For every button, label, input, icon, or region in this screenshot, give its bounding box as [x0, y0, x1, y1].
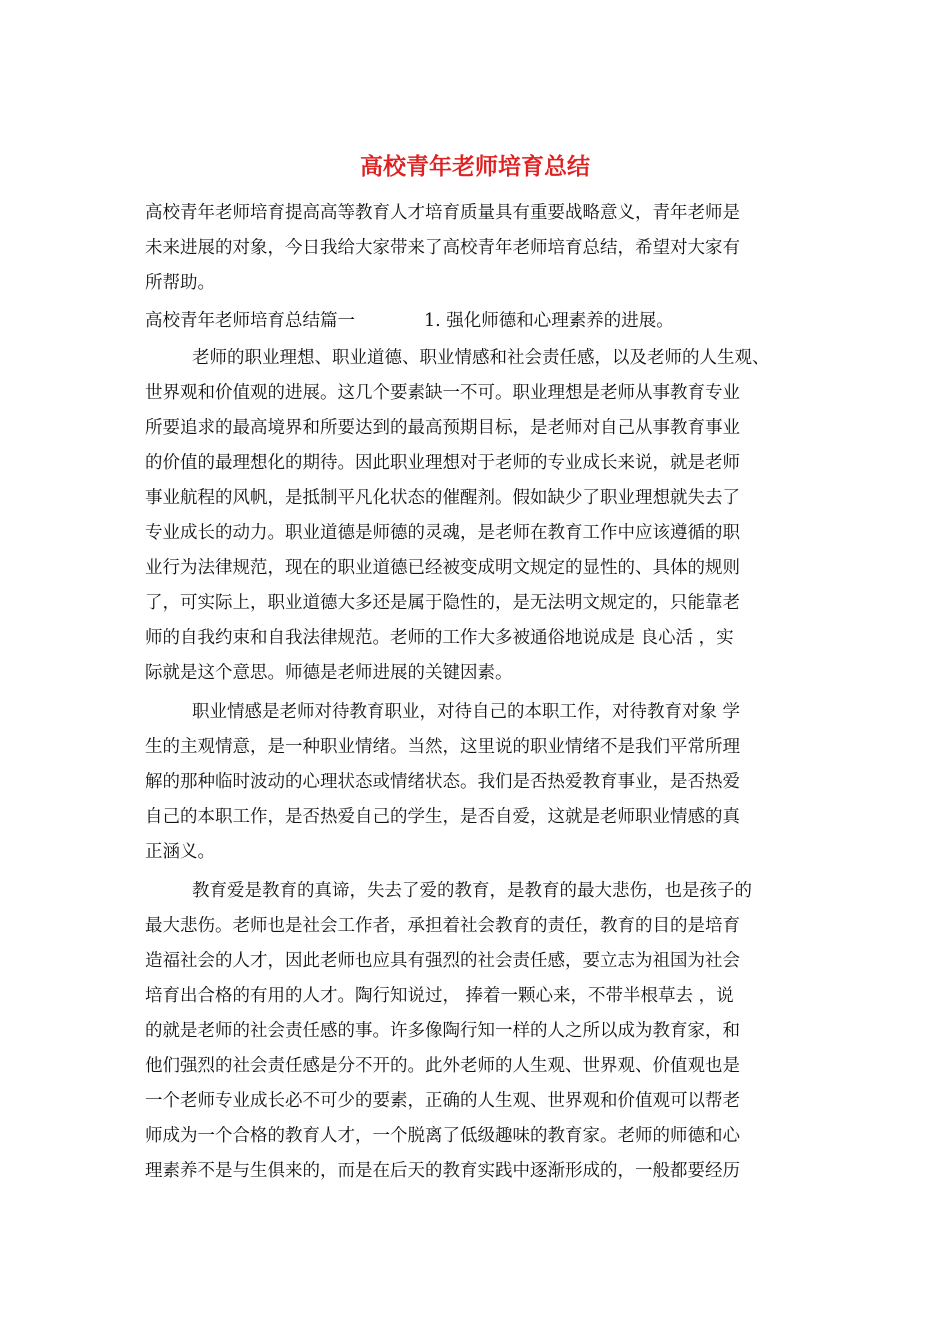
paragraph-line: 造福社会的人才，因此老师也应具有强烈的社会责任感，要立志为祖国为社会	[145, 951, 740, 971]
intro-line: 高校青年老师培育提高高等教育人才培育质量具有重要战略意义，青年老师是	[145, 203, 740, 223]
section-heading: 高校青年老师培育总结篇一	[145, 311, 355, 331]
paragraph-line: 自己的本职工作，是否热爱自己的学生，是否自爱，这就是老师职业情感的真	[145, 807, 740, 827]
paragraph-line: 老师的职业理想、职业道德、职业情感和社会责任感，以及老师的人生观、	[192, 348, 770, 368]
paragraph-line: 的就是老师的社会责任感的事。许多像陶行知一样的人之所以成为教育家，和	[145, 1021, 740, 1041]
paragraph-line: 理素养不是与生俱来的，而是在后天的教育实践中逐渐形成的，一般都要经历	[145, 1161, 740, 1181]
intro-line: 所帮助。	[145, 273, 215, 293]
paragraph-line: 师成为一个合格的教育人才，一个脱离了低级趣味的教育家。老师的师德和心	[145, 1126, 740, 1146]
paragraph-line: 师的自我约束和自我法律规范。老师的工作大多被通俗地说成是 良心活 ，实	[145, 628, 734, 648]
intro-line: 未来进展的对象，今日我给大家带来了高校青年老师培育总结，希望对大家有	[145, 238, 740, 258]
paragraph-line: 生的主观情意，是一种职业情绪。当然，这里说的职业情绪不是我们平常所理	[145, 737, 740, 757]
paragraph-line: 的价值的最理想化的期待。因此职业理想对于老师的专业成长来说，就是老师	[145, 453, 740, 473]
paragraph-line: 教育爱是教育的真谛，失去了爱的教育，是教育的最大悲伤，也是孩子的	[192, 881, 752, 901]
paragraph-line: 最大悲伤。老师也是社会工作者，承担着社会教育的责任，教育的目的是培育	[145, 916, 740, 936]
paragraph-line: 职业情感是老师对待教育职业，对待自己的本职工作，对待教育对象 学	[192, 702, 741, 722]
paragraph-line: 业行为法律规范，现在的职业道德已经被变成明文规定的显性的、具体的规则	[145, 558, 740, 578]
paragraph-line: 所要追求的最高境界和所要达到的最高预期目标，是老师对自己从事教育事业	[145, 418, 740, 438]
paragraph-line: 世界观和价值观的进展。这几个要素缺一不可。职业理想是老师从事教育专业	[145, 383, 740, 403]
paragraph-line: 一个老师专业成长必不可少的要素，正确的人生观、世界观和价值观可以帮老	[145, 1091, 740, 1111]
paragraph-line: 解的那种临时波动的心理状态或情绪状态。我们是否热爱教育事业，是否热爱	[145, 772, 740, 792]
paragraph-line: 他们强烈的社会责任感是分不开的。此外老师的人生观、世界观、价值观也是	[145, 1056, 740, 1076]
paragraph-line: 正涵义。	[145, 842, 215, 862]
section-point: 1. 强化师德和心理素养的进展。	[424, 311, 674, 331]
page-title: 高校青年老师培育总结	[360, 153, 590, 180]
paragraph-line: 事业航程的风帆，是抵制平凡化状态的催醒剂。假如缺少了职业理想就失去了	[145, 488, 740, 508]
paragraph-line: 专业成长的动力。职业道德是师德的灵魂，是老师在教育工作中应该遵循的职	[145, 523, 740, 543]
paragraph-line: 了，可实际上，职业道德大多还是属于隐性的，是无法明文规定的，只能靠老	[145, 593, 740, 613]
paragraph-line: 培育出合格的有用的人才。陶行知说过， 捧着一颗心来，不带半根草去 ，说	[145, 986, 734, 1006]
paragraph-line: 际就是这个意思。师德是老师进展的关键因素。	[145, 663, 513, 683]
